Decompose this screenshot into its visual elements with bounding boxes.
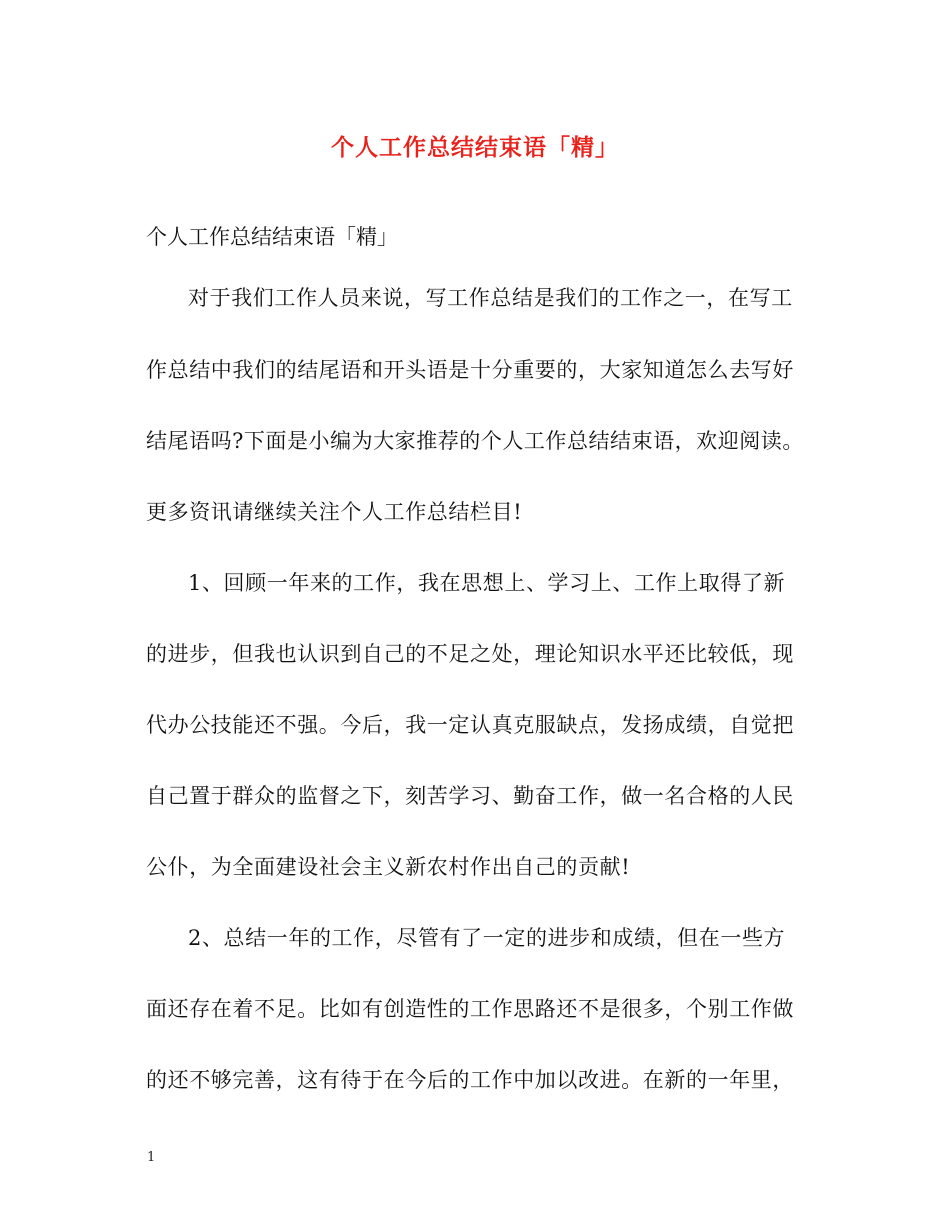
- body-line: 的进步，但我也认识到自己的不足之处，理论知识水平还比较低，现: [146, 642, 794, 666]
- body-line: 1、回顾一年来的工作，我在思想上、学习上、工作上取得了新: [188, 571, 786, 595]
- body-line: 结尾语吗?下面是小编为大家推荐的个人工作总结结束语，欢迎阅读。: [146, 429, 804, 453]
- page-number: 1: [147, 1150, 156, 1165]
- body-line: 面还存在着不足。比如有创造性的工作思路还不是很多，个别工作做: [146, 997, 794, 1021]
- body-line: 更多资讯请继续关注个人工作总结栏目!: [146, 500, 523, 524]
- body-line: 的还不够完善，这有待于在今后的工作中加以改进。在新的一年里，: [146, 1068, 794, 1092]
- body-line: 公仆，为全面建设社会主义新农村作出自己的贡献!: [146, 855, 631, 879]
- body-line: 作总结中我们的结尾语和开头语是十分重要的，大家知道怎么去写好: [146, 358, 794, 382]
- body-line: 对于我们工作人员来说，写工作总结是我们的工作之一，在写工: [188, 286, 793, 310]
- document-subtitle: 个人工作总结结束语「精」: [146, 225, 398, 249]
- body-line: 代办公技能还不强。今后，我一定认真克服缺点，发扬成绩，自觉把: [146, 713, 794, 737]
- body-line: 自己置于群众的监督之下，刻苦学习、勤奋工作，做一名合格的人民: [146, 784, 794, 808]
- document-title: 个人工作总结结束语「精」: [331, 134, 619, 161]
- body-line: 2、总结一年的工作，尽管有了一定的进步和成绩，但在一些方: [188, 926, 786, 950]
